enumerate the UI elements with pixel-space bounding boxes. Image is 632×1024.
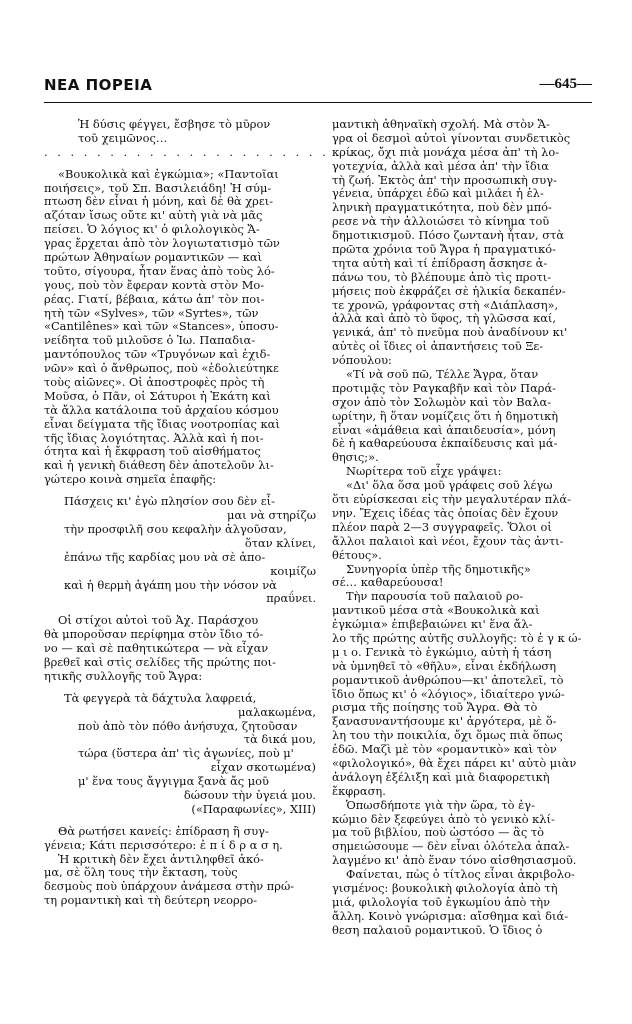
- page-header: [44, 74, 592, 103]
- text-line: γρας ἔρχεται ἀπὸ τὸν λογιωτατισμὸ τῶν: [44, 236, 280, 251]
- text-line: ἐπάνω τῆς καρδίας μου νὰ σὲ ἀπο-: [64, 549, 266, 564]
- text-line: ἐδῶ. Μαζὶ μὲ τὸν «ρομαντικὸ» καὶ τὸν: [332, 742, 557, 757]
- text-line: κρίκος, ὄχι πιὰ μονάχα μέσα ἀπ' τὴ λο-: [332, 144, 560, 159]
- text-line: ρομαντικοῦ ἀνθρώπου—κι' ἀποτελεῖ, τὸ: [332, 672, 564, 687]
- text-line: μαντικὴ ἀθηναϊκὴ σχολή. Μὰ στὸν Ἄ-: [332, 117, 550, 131]
- text-line: σχον ἀπὸ τὸν Σολωμὸν καὶ τὸν Βαλα-: [332, 394, 552, 409]
- text-line: ποὺ ἀπὸ τὸν πόθο ἀνήσυχα, ζητοῦσαν: [78, 718, 298, 733]
- text-line: δημοτικισμοῦ. Πόσο ζωντανὴ ἦταν, στὰ: [332, 228, 565, 243]
- text-line: τοῦ χειμῶνος…: [78, 130, 168, 145]
- text-line: ρέας. Γιατί, βέβαια, κάτω ἀπ' τὸν ποι-: [44, 291, 265, 306]
- text-line: λο τῆς πρώτης αὐτῆς συλλογῆς: τὸ ἐ γ κ ώ-: [332, 630, 582, 645]
- running-head: ΝΕΑ ΠΟΡΕΙΑ: [44, 76, 153, 94]
- text-line: Νωρίτερα τοῦ εἶχε γράψει:: [346, 464, 502, 479]
- text-line: μα τοῦ βιβλίου, ποὺ ὡστόσο — ἂς τὸ: [332, 825, 544, 840]
- text-line: «Τί νὰ σοῦ πῶ, Τέλλε Ἄγρα, ὅταν: [346, 367, 539, 382]
- text-line: νὰ ὑμνηθεῖ τὸ «θῆλυ», εἶναι ἐκδήλωση: [332, 658, 557, 673]
- text-line: νο — καὶ σὲ παθητικώτερα — νὰ εἶχαν: [44, 641, 269, 656]
- text-line: γισμένος: βουκολικὴ φιλολογία ἀπὸ τὴ: [332, 880, 558, 895]
- text-line: καὶ ἡ γενικὴ διάθεση δὲν ἀποτελοῦν λι-: [44, 458, 274, 473]
- text-line: θησις;».: [332, 450, 379, 465]
- page-number: —645—: [539, 76, 592, 92]
- text-line: τὴν προσφιλῆ σου κεφαλὴν ἀλγοῦσαν,: [64, 521, 287, 536]
- text-line: λαγμένο κι' ἀπὸ ἕναν τόνο αἰσθησιασμοῦ.: [332, 853, 577, 868]
- text-line: πλέον παρὰ 2—3 συγγραφεῖς. Ὅλοι οἱ: [332, 519, 552, 534]
- text-line: Συνηγορία ὑπὲρ τῆς δημοτικῆς»: [346, 561, 531, 576]
- text-line: μαντόπουλος τῶν «Τρυγόνων καὶ ἐχιδ-: [44, 347, 271, 362]
- text-line: κοιμίζω: [270, 563, 316, 578]
- text-line: ἴδιο ὅπως κι' ὁ «λόγιος», ἰδιαίτερο γνώ-: [332, 686, 565, 701]
- text-line: προτιμᾷς τὸν Ραγκαβῆν καὶ τὸν Παρά-: [332, 380, 557, 395]
- text-line: τὰ ἄλλα κατάλοιπα τοῦ ἀρχαίου κόσμου: [44, 402, 279, 417]
- text-line: πρῶτα χρόνια τοῦ Ἄγρα ἡ πραγματικό-: [332, 242, 556, 257]
- text-line: τὴ ζωή. Ἐκτὸς ἀπ' τὴν προσωπικὴ συγ-: [332, 172, 557, 187]
- text-line: ότητα καὶ ἡ ἔκφραση τοῦ αἰσθήματος: [44, 444, 261, 459]
- text-line: δὲ ἡ καθαρεύουσα ἐκπαίδευσις καὶ μά-: [332, 436, 558, 451]
- text-line: μαλακωμένα,: [238, 704, 316, 719]
- text-line: ἀνάλογη ἐξέλιξη καὶ μιὰ διαφορετικὴ: [332, 769, 550, 784]
- text-line: γοτεχνία, ἀλλὰ καὶ μέσα ἀπ' τὴν ἴδια: [332, 158, 549, 173]
- text-line: γένεια, ὑπάρχει ἐδῶ καὶ μιλάει ἡ ἑλ-: [332, 186, 544, 201]
- text-line: τοῦτο, σίγουρα, ἦταν ἕνας ἀπὸ τοὺς λό-: [44, 263, 275, 278]
- text-line: «Δι' ὅλα ὅσα μοῦ γράφεις σοῦ λέγω: [346, 478, 553, 493]
- text-line: γους, ποὺ τὸν ἔφεραν κοντὰ στὸν Μο-: [44, 277, 265, 292]
- text-line: θεση παλαιοῦ ρομαντικοῦ. Ὁ ἴδιος ὁ: [332, 922, 543, 937]
- text-line: βρεθεῖ καὶ στὶς σελίδες τῆς πρώτης ποι-: [44, 654, 276, 669]
- text-line: γενικά, ἀπ' τὸ πνεῦμα ποὺ ἀναδίνουν κι': [332, 325, 568, 340]
- text-line: γρα οἱ δεσμοὶ αὐτοὶ γίνονται συνδετικὸς: [332, 130, 571, 145]
- text-line: ητικῆς συλλογῆς τοῦ Ἄγρα:: [44, 668, 203, 683]
- text-line: πρώτων Ἀθηναίων ρομαντικῶν — καὶ: [44, 250, 263, 265]
- text-line: Τὴν παρουσία τοῦ παλαιοῦ ρο-: [346, 589, 524, 604]
- text-line: εἶχαν σκοτωμένα): [210, 760, 316, 775]
- text-line: ωρίτην, ἢ ὅταν νομίζεις ὅτι ἡ δημοτικὴ: [332, 408, 559, 423]
- text-line: ὅταν κλίνει,: [244, 535, 316, 550]
- text-line: ἔκφραση.: [332, 783, 386, 798]
- text-line: πτωση δὲν εἶναι ἡ μόνη, καὶ δὲ θὰ χρει-: [44, 194, 274, 209]
- text-line: πάνω του, τὸ βλέπουμε ἀπὸ τὶς προτι-: [332, 269, 552, 284]
- text-line: δεσμοὺς ποὺ ὑπάρχουν ἀνάμεσα στὴν πρώ-: [44, 879, 295, 894]
- text-line: δώσουν τὴν ὑγειά μου.: [183, 787, 316, 802]
- text-line: θὰ μποροῦσαν περίφημα στὸν ἴδιο τό-: [44, 627, 264, 642]
- text-line: «Cantilênes» καὶ τῶν «Stances», ὑποσυ-: [44, 319, 279, 334]
- text-line: εἶναι δείγματα τῆς ἴδιας νοοτροπίας καὶ: [44, 416, 280, 431]
- right-column: [332, 118, 594, 938]
- text-line: αὐτὲς οἱ ἴδιες οἱ ἀπαντήσεις τοῦ Ξε-: [332, 339, 544, 354]
- text-line: μιά, φιλολογία τοῦ ἐγκωμίου ἀπὸ τὴν: [332, 894, 550, 909]
- text-line: . . . . . . . . . . . . . . . . . . . . . . . . .: [44, 144, 369, 159]
- text-line: τὰ δικά μου,: [243, 732, 316, 747]
- text-line: μ ι ο. Γενικὰ τὸ ἐγκώμιο, αὐτὴ ἡ τάση: [332, 644, 552, 659]
- text-line: Ἡ κριτικὴ δὲν ἔχει ἀντιληφθεῖ ἀκό-: [58, 851, 264, 866]
- text-line: «Βουκολικὰ καὶ ἐγκώμια»; «Παντοῖαι: [58, 166, 279, 181]
- text-line: ποιήσεις», τοῦ Σπ. Βασιλειάδη! Ἡ σύμ-: [44, 180, 272, 195]
- text-line: τε χρονῶ, γράφοντας στὴ «Διάπλαση»,: [332, 297, 559, 312]
- text-line: κώμιο δὲν ξεφεύγει ἀπὸ τὸ γενικὸ κλί-: [332, 811, 555, 826]
- text-line: τοὺς αἰῶνες». Οἱ ἀποστροφὲς πρὸς τὴ: [44, 375, 265, 390]
- text-line: τη ρομαντικὴ καὶ τὴ δεύτερη νεορρο-: [44, 893, 258, 908]
- text-line: νῶν» καὶ ὁ ἄνθρωπος, ποὺ «ἐδολιεύτηκε: [44, 361, 279, 376]
- text-line: μ' ἕνα τους ἄγγιγμα ξανὰ ἄς μοῦ: [78, 774, 269, 789]
- text-line: μαι νὰ στηρίζω: [227, 508, 316, 523]
- text-line: σημειώσουμε — δὲν εἶναι ὁλότελα ἀπαλ-: [332, 839, 570, 854]
- text-line: νην. Ἔχεις ἰδέας τὰς ὁποίας δὲν ἔχουν: [332, 505, 559, 520]
- text-line: νόπουλου:: [332, 353, 392, 368]
- text-line: ξανασυναντήσουμε κι' ἀργότερα, μὲ ὅ-: [332, 714, 557, 729]
- text-line: τῆς ἴδιας λογιότητας. Ἀλλὰ καὶ ἡ ποι-: [44, 430, 264, 445]
- text-line: «φιλολογικό», θὰ ἔχει πάρει κι' αὐτὸ μιὰν: [332, 755, 577, 770]
- text-line: τώρα (ὕστερα ἀπ' τὶς ἀγωνίες, ποὺ μ': [78, 746, 294, 761]
- text-line: Ἡ δύσις φέγγει, ἔσβησε τὸ μῦρον: [78, 117, 271, 131]
- text-line: Θὰ ρωτήσει κανείς: ἐπίδραση ἢ συγ-: [58, 823, 269, 838]
- text-line: ἄλλη. Κοινὸ γνώρισμα: αἴσθημα καὶ διά-: [332, 908, 569, 923]
- text-line: ὅτι εὑρίσκεσαι εἰς τὴν μεγαλυτέραν πλά-: [332, 492, 571, 507]
- text-line: ἄλλοι παλαιοὶ καὶ νέοι, ἔχουν τὰς ἀντι-: [332, 533, 564, 548]
- text-line: Πάσχεις κι' ἐγὼ πλησίον σου δὲν εἶ-: [64, 494, 275, 509]
- text-line: ληνικὴ πραγματικότητα, ποὺ δὲν μπό-: [332, 200, 552, 215]
- text-line: Ὁπωσδήποτε γιὰ τὴν ὥρα, τὸ ἐγ-: [346, 797, 535, 812]
- text-line: Τὰ φεγγερὰ τὰ δάχτυλα λαφρειά,: [64, 690, 257, 705]
- text-line: μαντικοῦ μέσα στὰ «Βουκολικὰ καὶ: [332, 603, 540, 618]
- text-line: ἀλλὰ καὶ ἀπὸ τὸ ὕφος, τὴ γλῶσσα καί,: [332, 311, 556, 326]
- text-line: («Παραφωνίες», XIII): [191, 801, 316, 816]
- text-line: μα, σὲ ὅλη τους τὴν ἔκταση, τοὺς: [44, 865, 238, 880]
- text-line: αζόταν ἴσως οὔτε κι' αὐτὴ γιὰ νὰ μᾶς: [44, 208, 263, 223]
- text-line: γένεια; Κάτι περισσότερο: ἐ π ί δ ρ α σ η.: [44, 837, 283, 852]
- text-line: νείδητα τοῦ μιλοῦσε ὁ Ἰω. Παπαδια-: [44, 333, 256, 348]
- text-line: σέ… καθαρεύουσα!: [332, 575, 444, 590]
- text-line: ἐγκώμια» ἐπιβεβαιώνει κι' ἕνα ἄλ-: [332, 617, 533, 632]
- text-line: ητὴ τῶν «Sylves», τῶν «Syrtes», τῶν: [44, 305, 259, 320]
- text-line: τητα αὐτὴ καὶ τί ἐπίδραση ἄσκησε ἀ-: [332, 255, 548, 270]
- text-line: γώτερο κοινὰ σημεῖα ἐπαφῆς:: [44, 472, 217, 487]
- text-line: ρισμα τῆς ποίησης τοῦ Ἄγρα. Θὰ τὸ: [332, 700, 538, 715]
- text-line: πραΰνει.: [266, 591, 316, 606]
- text-line: Οἱ στίχοι αὐτοὶ τοῦ Ἀχ. Παράσχου: [58, 613, 259, 628]
- text-line: Μοῦσα, ὁ Πᾶν, οἱ Σάτυροι ἡ Ἑκάτη καὶ: [44, 388, 271, 403]
- text-line: εἶναι «ἀμάθεια καὶ ἀπαιδευσία», μόνη: [332, 422, 556, 437]
- text-line: καὶ ἡ θερμὴ ἀγάπη μου τὴν νόσον νὰ: [64, 577, 277, 592]
- text-line: πείσει. Ὁ λόγιος κι' ὁ φιλολογικὸς Ἄ-: [44, 222, 260, 237]
- text-line: θέτους».: [332, 547, 382, 562]
- text-line: Φαίνεται, πὼς ὁ τίτλος εἶναι ἀκριβολο-: [346, 867, 575, 882]
- text-line: μήσεις ποὺ ἐκφράζει σὲ ἡλικία δεκαπέν-: [332, 283, 566, 298]
- text-line: ρεσε νὰ τὴν ἀλλοιώσει τὸ κίνημα τοῦ: [332, 214, 550, 229]
- text-line: λη του τὴν ποικιλία, ὄχι ὅμως πιὰ ὅπως: [332, 728, 563, 743]
